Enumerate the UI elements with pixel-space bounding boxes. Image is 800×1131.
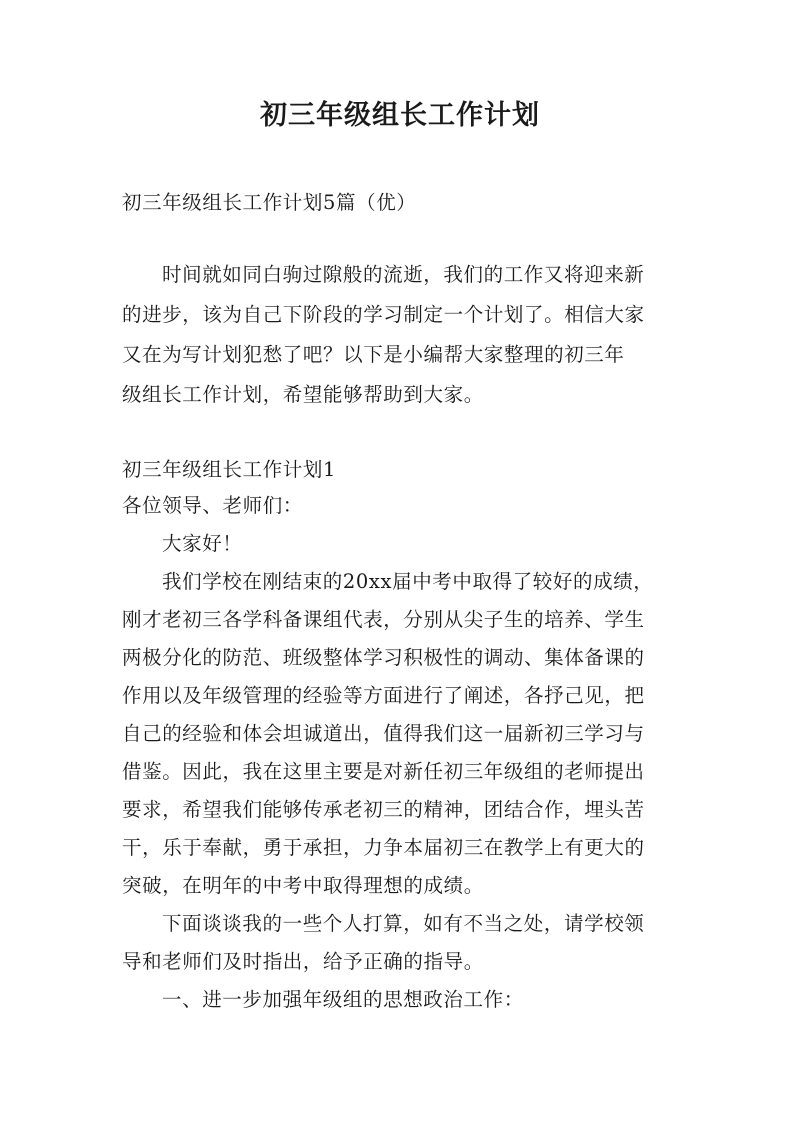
body-line-1: 我们学校在刚结束的20xx届中考中取得了较好的成绩， xyxy=(162,570,654,593)
intro-line-2: 的进步，该为自己下阶段的学习制定一个计划了。相信大家 xyxy=(122,303,645,326)
body-line-4: 作用以及年级管理的经验等方面进行了阐述，各抒己见，把 xyxy=(122,684,645,707)
body-line-6: 借鉴。因此，我在这里主要是对新任初三年级组的老师提出 xyxy=(122,760,645,783)
body-line-7: 要求，希望我们能够传承老初三的精神，团结合作，埋头苦 xyxy=(122,798,645,821)
body-line-3: 两极分化的防范、班级整体学习积极性的调动、集体备课的 xyxy=(122,646,645,669)
document-title: 初三年级组长工作计划 xyxy=(260,100,540,131)
intro-line-4: 级组长工作计划，希望能够帮助到大家。 xyxy=(122,383,484,406)
greeting: 大家好！ xyxy=(162,532,243,555)
salutation: 各位领导、老师们： xyxy=(122,494,303,517)
intro-line-1: 时间就如同白驹过隙般的流逝，我们的工作又将迎来新 xyxy=(162,263,645,286)
document-subtitle: 初三年级组长工作计划5篇（优） xyxy=(122,191,417,214)
body-line-8: 干，乐于奉献，勇于承担，力争本届初三在教学上有更大的 xyxy=(122,836,645,859)
body-line-10: 下面谈谈我的一些个人打算，如有不当之处，请学校领 xyxy=(162,912,645,935)
body-line-9: 突破，在明年的中考中取得理想的成绩。 xyxy=(122,874,484,897)
body-line-11: 导和老师们及时指出，给予正确的指导。 xyxy=(122,950,484,973)
body-line-12: 一、进一步加强年级组的思想政治工作： xyxy=(162,988,524,1011)
intro-line-3: 又在为写计划犯愁了吧？以下是小编帮大家整理的初三年 xyxy=(122,343,625,366)
body-line-2: 刚才老初三各学科备课组代表，分别从尖子生的培养、学生 xyxy=(122,608,645,631)
section-heading: 初三年级组长工作计划1 xyxy=(122,458,337,481)
body-line-5: 自己的经验和体会坦诚道出，值得我们这一届新初三学习与 xyxy=(122,722,645,745)
